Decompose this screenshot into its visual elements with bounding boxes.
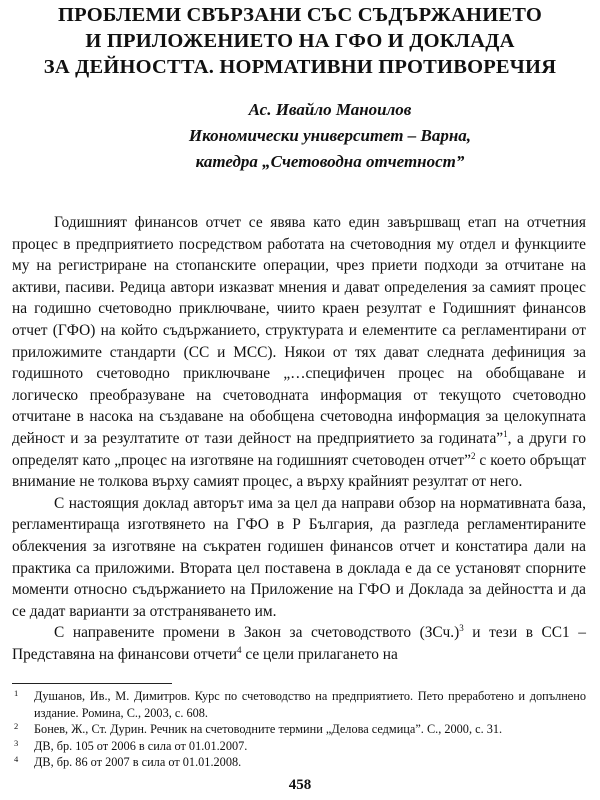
footnote-number: 3 xyxy=(14,737,19,748)
footnotes xyxy=(12,688,586,771)
paragraph-3 xyxy=(12,622,586,665)
footnote xyxy=(12,688,586,721)
body-text xyxy=(12,212,586,665)
footnote xyxy=(12,738,586,755)
title-line-1: ПРОБЛЕМИ СВЪРЗАНИ СЪС СЪДЪРЖАНИЕТО xyxy=(58,4,542,26)
author-department: катедра „Счетоводна отчетност” xyxy=(195,152,465,171)
footnote-ref-3: 3 xyxy=(459,623,464,634)
footnote-ref-2: 2 xyxy=(470,450,476,461)
paragraph-3-part-c: се цели прилагането на xyxy=(241,645,398,663)
title-line-2: И ПРИЛОЖЕНИЕТО НА ГФО И ДОКЛАДА xyxy=(85,30,515,52)
footnote-number: 2 xyxy=(14,721,19,732)
footnote-ref-1: 1 xyxy=(503,428,508,439)
footnote-divider xyxy=(12,683,172,684)
paragraph-1-part-a: Годишният финансов отчет се явява като един завършващ етап на отчетния процес в предприятието посредством работата на счетоводния му отдел и функциите му на регистриране на стопанските операции, чрез приети подходи за отчитане на активи, пасиви. Редица автори изказват мнения и дават определения за самият процес на годишно счетоводно приключване, чиито краен резултат е Годишният финансов отчет (ГФО) на който съдържанието, структурата и елементите са регламентирани от прилoжимите стандарти (СС и МСС). Някои от тях дават следната дефиниция за годишното счетоводно приключване „…специфичен процес на обобщаване и логическо преобразуване на счетоводната информация от текущото счетоводно отчитане в насока на създаване на обобщена счетоводна информация за целокупната дейност и за резултатите от тази дейност на предприятието за годината” xyxy=(12,214,586,447)
footnote-number: 1 xyxy=(14,688,19,698)
footnote xyxy=(12,721,586,738)
footnote-text: Бонев, Ж., Ст. Дурин. Речник на счетоводните термини „Делова седмица”. С., 2000, с. 31. xyxy=(34,722,503,737)
footnote-text: Душанов, Ив., М. Димитров. Курс по счетоводство на предприятието. Пето преработено и допълнено издание. Ромина, С., 2003, с. 608. xyxy=(34,689,586,720)
footnote-text: ДВ, бр. 105 от 2006 в сила от 01.01.2007. xyxy=(34,738,248,753)
paragraph-3-part-b: и тези в СС1 – Представяна на финансови отчети xyxy=(12,624,587,663)
paragraph-1-part-b: , а други го определят като „процес на изготвяне на годишният счетоводен отчет” xyxy=(12,429,586,469)
title-line-3: ЗА ДЕЙНОСТТА. НОРМАТИВНИ ПРОТИВОРЕЧИЯ xyxy=(43,56,557,78)
footnote-number: 4 xyxy=(14,754,19,765)
paragraph-1-part-c: с което обръщат внимание не толкова върху самият процес, а върху крайният резултат от него. xyxy=(12,451,586,491)
paragraph-1 xyxy=(12,212,586,493)
footnote-text: ДВ, бр. 86 от 2007 в сила от 01.01.2008. xyxy=(34,755,242,770)
page-number: 458 xyxy=(288,777,312,793)
author-block xyxy=(40,97,600,175)
paragraph-3-part-a: С направените промени в Закон за счетоводството (ЗСч.) xyxy=(54,624,460,642)
author-affiliation: Икономически университет – Варна, xyxy=(188,126,472,145)
author-name: Ас. Ивайло Маноилов xyxy=(248,100,412,119)
footnote-ref-4: 4 xyxy=(236,644,242,655)
footnote xyxy=(12,754,586,771)
paragraph-2: С настоящия доклад авторът има за цел да направи обзор на нормативната база, регламентираща изготвянето на ГФО в Р България, да разгледа регламентираните облекчения за изготвяне на съкратен годишен финансов отчет и констатира дали на практика са приложими. Втората цел поставена в доклада е да се установят спорните моменти относно съдържанието на Приложение на ГФО и Доклада за дейността и да се дадат варианти за отстраняването им. xyxy=(12,494,586,620)
paper-title xyxy=(14,2,586,80)
